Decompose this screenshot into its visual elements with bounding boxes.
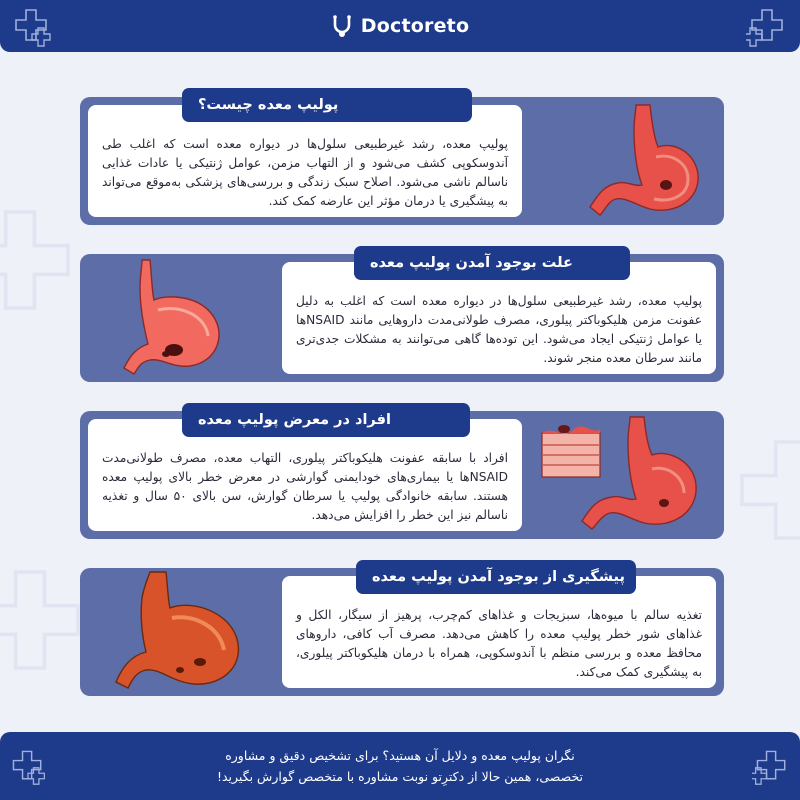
stomach-illustration [110, 570, 260, 692]
section-title-pill [182, 403, 470, 437]
section-text: تغذیه سالم با میوه‌ها، سبزیجات و غذاهای کم‌چرب، پرهیز از سیگار، الکل و غذاهای شور خطر پولیپ معده را کاهش می‌دهد. مصرف آب کافی، داروهای محافظ معده و بررسی منظم با آندوسکوپی، همراه با درمان هلیکوباکتر پیلوری، به پیشگیری کمک می‌کند. [282, 576, 716, 688]
stomach-tissue-illustration [534, 415, 714, 535]
section-text: پولیپ معده، رشد غیرطبیعی سلول‌ها در دیواره معده است که اغلب طی آندوسکوپی کشف می‌شود و از التهاب مزمن، عوامل ژنتیکی یا عادات غذایی ناسالم ناشی می‌شود. اصلاح سبک زندگی و بررسی‌های پزشکی به‌موقع می‌تواند به پیشگیری یا درمان مؤثر این عارضه کمک کند. [88, 105, 522, 217]
footer-call-to-action [0, 732, 800, 800]
medical-cross-icon [746, 4, 790, 48]
medical-cross-icon [752, 746, 792, 786]
section-text: افراد با سابقه عفونت هلیکوباکتر پیلوری، التهاب معده، مصرف طولانی‌مدت NSAIDها یا بیماری‌های خودایمنی گوارشی در معرض خطر بالای پولیپ معده هستند. سابقه خانوادگی پولیپ یا سرطان گوارش، سن بالای ۵۰ سال و تغذیه ناسالم نیز این خطر را افزایش می‌دهد. [88, 419, 522, 531]
stomach-illustration [110, 258, 250, 376]
section-title: پیشگیری از بوجود آمدن پولیپ معده [372, 569, 625, 585]
footer-line-2: تخصصی، همین حالا از دکترِتو نوبت مشاوره با متخصص گوارش بگیرید! [216, 769, 584, 784]
doctoreto-logo-icon [331, 14, 353, 38]
background-cross-icon [0, 200, 80, 320]
footer-line-1: نگران پولیپ معده و دلایل آن هستید؟ برای تشخیص دقیق و مشاوره [225, 748, 575, 763]
section-title-pill [182, 88, 472, 122]
section-title: افراد در معرض پولیپ معده [198, 412, 391, 428]
section-text: پولیپ معده، رشد غیرطبیعی سلول‌ها در دیواره معده است که اغلب به دلیل عفونت مزمن هلیکوباکتر پیلوری، مصرف طولانی‌مدت داروهایی مانند NSAIDها یا عوامل ژنتیکی ایجاد می‌شود. این توده‌ها گاهی می‌توانند به مشکلات جدی‌تری مانند سرطان معده منجر شوند. [282, 262, 716, 374]
medical-cross-icon [8, 746, 48, 786]
section-title: پولیپ معده چیست؟ [198, 97, 339, 113]
stomach-illustration [572, 103, 712, 219]
section-title-pill [354, 246, 630, 280]
header-bar [0, 0, 800, 52]
background-cross-icon [730, 430, 800, 550]
medical-cross-icon [10, 4, 54, 48]
brand-name: Doctoreto [360, 15, 470, 37]
background-cross-icon [0, 560, 90, 680]
brand-logo[interactable] [331, 14, 469, 38]
section-title-pill [356, 560, 636, 594]
section-title: علت بوجود آمدن پولیپ معده [370, 255, 573, 271]
